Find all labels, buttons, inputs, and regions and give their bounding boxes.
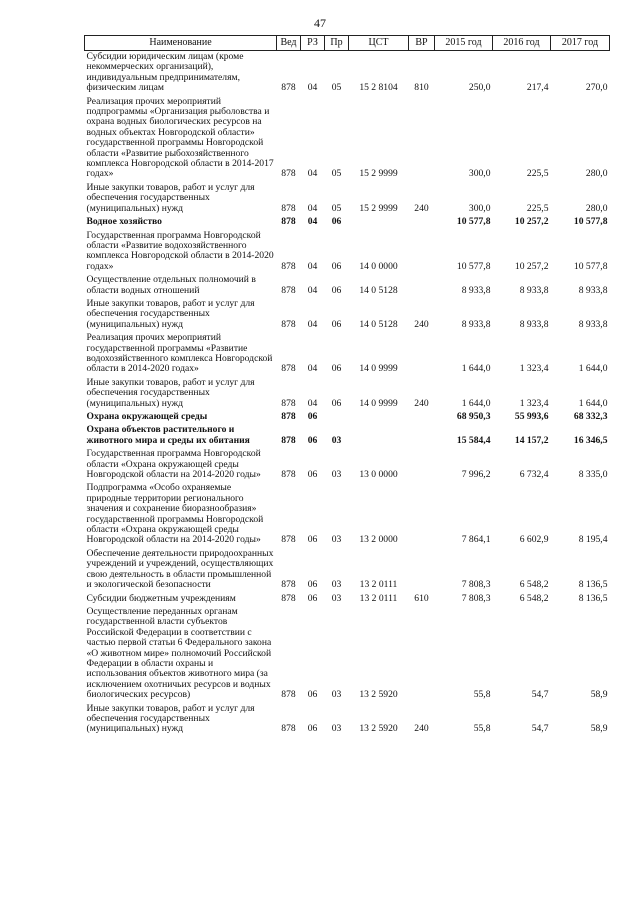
row-cst: 13 2 5920: [359, 689, 398, 701]
row-vr: 240: [414, 397, 429, 409]
row-2015: 8 933,8: [461, 284, 491, 296]
row-ved: 878: [281, 723, 296, 735]
row-cst: [349, 411, 409, 424]
row-2015: 7 996,2: [461, 469, 491, 481]
row-2016: 6 602,9: [519, 534, 549, 546]
row-name: Осуществление отдельных полномочий в области водных отношений: [86, 274, 256, 296]
table-row: [85, 593, 610, 606]
row-2016: 8 933,8: [519, 284, 549, 296]
row-2015: 250,0: [468, 82, 491, 94]
row-pr: 06: [331, 318, 342, 330]
row-rz: 06: [307, 434, 318, 446]
row-pr: 05: [331, 202, 342, 214]
row-name: Обеспечение деятельности природоохранных учреждений и учреждений, осуществляющих свою деятельность в области промышленной и экологической безопасности: [86, 547, 274, 591]
row-vr: [409, 482, 435, 547]
row-rz: 06: [307, 411, 318, 422]
row-name: Осуществление переданных органам государственной власти субъектов Российской Федерации в соответствии с частью первой статьи 6 Федерального закона «О животном мире» полномочий Российской Федерации в области охраны и использования объектов животного мира (за исключением охотничьих ресурсов и водных биологических ресурсов): [86, 605, 272, 701]
row-2017: 1 644,0: [578, 363, 608, 375]
row-2015: 7 864,1: [461, 534, 491, 546]
row-pr: 06: [331, 284, 342, 296]
row-ved: 878: [281, 469, 296, 481]
row-pr: 06: [331, 260, 342, 272]
row-cst: 13 2 0111: [359, 592, 398, 604]
row-pr: 06: [331, 363, 342, 375]
row-2017: 8 933,8: [578, 318, 608, 330]
row-ved: 878: [281, 434, 296, 446]
row-2015: 10 577,8: [456, 216, 491, 228]
row-cst: 15 2 9999: [359, 202, 398, 214]
row-cst: 13 2 0111: [359, 579, 398, 591]
row-vr: 240: [414, 723, 429, 735]
row-rz: 06: [307, 592, 318, 604]
header-cst: ЦСТ: [349, 36, 409, 51]
row-name: Охрана окружающей среды: [86, 411, 208, 422]
row-rz: 04: [307, 260, 318, 272]
row-rz: 06: [307, 579, 318, 591]
row-name: Подпрограмма «Особо охраняемые природные территории регионального значения и сохранение биоразнообразия» государственной программы Новгородской области «Охрана окружающей среды Новгородской области на 2014-2020 годы»: [86, 482, 264, 546]
row-ved: 878: [281, 363, 296, 375]
row-2017: 58,9: [590, 689, 608, 701]
row-2016: 10 257,2: [514, 260, 549, 272]
header-ved: Вед: [277, 36, 301, 51]
row-2016: 217,4: [526, 82, 549, 94]
row-rz: 04: [307, 202, 318, 214]
row-2016: 225,5: [526, 202, 549, 214]
row-2015: 1 644,0: [461, 397, 491, 409]
row-ved: 878: [281, 260, 296, 272]
row-ved: 878: [281, 397, 296, 409]
row-2016: 6 732,4: [519, 469, 549, 481]
row-2016: 6 548,2: [519, 592, 549, 604]
table-row: [85, 424, 610, 448]
row-rz: 04: [307, 168, 318, 180]
row-2017: 280,0: [585, 168, 608, 180]
row-cst: 15 2 8104: [359, 82, 398, 94]
row-vr: 240: [414, 318, 429, 330]
page-number: 47: [314, 16, 326, 30]
row-rz: 04: [307, 363, 318, 375]
table-row: [85, 548, 610, 593]
row-cst: 14 0 0000: [359, 260, 398, 272]
row-pr: 03: [331, 689, 342, 701]
row-pr: 03: [331, 592, 342, 604]
table-row: [85, 216, 610, 229]
row-2016: 8 933,8: [519, 318, 549, 330]
row-vr: 240: [414, 202, 429, 214]
row-pr: [325, 411, 349, 424]
row-2015: 1 644,0: [461, 363, 491, 375]
row-ved: 878: [281, 202, 296, 214]
row-cst: [349, 424, 409, 448]
row-rz: 06: [307, 723, 318, 735]
table-row: [85, 51, 610, 96]
row-2015: 300,0: [468, 202, 491, 214]
table-row: [85, 411, 610, 424]
table-row: [85, 448, 610, 482]
row-ved: 878: [281, 168, 296, 180]
row-2017: 16 346,5: [573, 434, 608, 446]
row-cst: 13 0 0000: [359, 469, 398, 481]
row-2017: 8 195,4: [578, 534, 608, 546]
row-name: Водное хозяйство: [86, 216, 162, 228]
row-2017: 8 136,5: [578, 579, 608, 591]
row-rz: 04: [307, 397, 318, 409]
row-rz: 06: [307, 689, 318, 701]
row-2017: 58,9: [590, 723, 608, 735]
row-name: Субсидии юридическим лицам (кроме некоммерческих организаций), индивидуальным предпринимателям, физическим лицам: [86, 51, 244, 94]
row-2017: 10 577,8: [573, 216, 608, 228]
row-vr: [409, 448, 435, 482]
row-2017: 280,0: [585, 202, 608, 214]
row-pr: 03: [331, 534, 342, 546]
row-name: Охрана объектов растительного и животного мира и среды их обитания: [86, 424, 250, 446]
row-name: Субсидии бюджетным учреждениям: [86, 592, 236, 604]
row-name: Реализация прочих мероприятий государственной программы «Развитие водохозяйственного комплекса Новгородской области в 2014-2020 годах»: [86, 332, 273, 375]
row-2016: 225,5: [526, 168, 549, 180]
row-cst: [349, 216, 409, 229]
row-2016: 54,7: [531, 689, 549, 701]
row-2016: 1 323,4: [519, 397, 549, 409]
row-name: Государственная программа Новгородской области «Охрана окружающей среды Новгородской области на 2014-2020 годы»: [86, 448, 261, 481]
row-cst: 15 2 9999: [359, 168, 398, 180]
table-row: [85, 482, 610, 547]
row-2015: 10 577,8: [456, 260, 491, 272]
row-pr: 06: [331, 216, 342, 228]
row-2017: 8 136,5: [578, 592, 608, 604]
row-cst: 14 0 9999: [359, 363, 398, 375]
row-vr: [409, 548, 435, 593]
row-2016: 54,7: [531, 723, 549, 735]
row-vr: [409, 216, 435, 229]
row-2015: 8 933,8: [461, 318, 491, 330]
table-row: [85, 606, 610, 703]
row-vr: [409, 274, 435, 298]
header-2017: 2017 год: [551, 36, 610, 51]
row-ved: 878: [281, 82, 296, 94]
row-pr: 06: [331, 397, 342, 409]
row-2015: 15 584,4: [456, 434, 491, 446]
table-row: [85, 274, 610, 298]
row-name: Иные закупки товаров, работ и услуг для обеспечения государственных (муниципальных) нужд: [86, 702, 255, 735]
table-row: [85, 298, 610, 332]
row-cst: 13 2 5920: [359, 723, 398, 735]
header-vr: ВР: [409, 36, 435, 51]
row-2015: 300,0: [468, 168, 491, 180]
row-pr: 03: [331, 723, 342, 735]
row-vr: [409, 332, 435, 377]
row-2017: 68 332,3: [573, 411, 608, 422]
row-ved: 878: [281, 411, 296, 422]
row-vr: [409, 606, 435, 703]
row-pr: 05: [331, 168, 342, 180]
row-2016: 6 548,2: [519, 579, 549, 591]
table-row: [85, 96, 610, 182]
table-row: [85, 377, 610, 411]
row-rz: 06: [307, 469, 318, 481]
row-cst: 14 0 9999: [359, 397, 398, 409]
row-2015: 55,8: [473, 723, 491, 735]
row-cst: 14 0 5128: [359, 284, 398, 296]
row-vr: 810: [414, 82, 429, 94]
row-vr: 610: [414, 592, 429, 604]
row-2016: 10 257,2: [514, 216, 549, 228]
row-ved: 878: [281, 284, 296, 296]
row-name: Государственная программа Новгородской области «Развитие водохозяйственного комплекса Новгородской области в 2014-2020 годах»: [86, 229, 274, 272]
header-2016: 2016 год: [493, 36, 551, 51]
header-rz: РЗ: [301, 36, 325, 51]
table-header-row: [85, 36, 610, 51]
row-2016: 14 157,2: [514, 434, 549, 446]
row-2017: 8 335,0: [578, 469, 608, 481]
row-name: Реализация прочих мероприятий подпрограммы «Организация рыболовства и охрана водных биологических ресурсов на водных объектах Новгородской области» государственной программы Новгородской области «Развитие рыбохозяйственного комплекса Новгородской области в 2014-2017 годах»: [86, 95, 274, 180]
row-pr: 05: [331, 82, 342, 94]
row-rz: 04: [307, 82, 318, 94]
row-2017: 10 577,8: [573, 260, 608, 272]
row-pr: 03: [331, 434, 342, 446]
table-row: [85, 332, 610, 377]
row-vr: [409, 424, 435, 448]
table-row: [85, 230, 610, 275]
row-cst: 13 2 0000: [359, 534, 398, 546]
header-2015: 2015 год: [435, 36, 493, 51]
row-rz: 04: [307, 216, 318, 228]
row-2015: 7 808,3: [461, 579, 491, 591]
row-2016: 55 993,6: [514, 411, 549, 422]
row-ved: 878: [281, 534, 296, 546]
row-cst: 14 0 5128: [359, 318, 398, 330]
row-rz: 04: [307, 318, 318, 330]
row-vr: [409, 411, 435, 424]
header-pr: Пр: [325, 36, 349, 51]
row-name: Иные закупки товаров, работ и услуг для обеспечения государственных (муниципальных) нужд: [86, 297, 255, 330]
row-ved: 878: [281, 579, 296, 591]
row-rz: 04: [307, 284, 318, 296]
row-rz: 06: [307, 534, 318, 546]
row-2016: 1 323,4: [519, 363, 549, 375]
row-name: Иные закупки товаров, работ и услуг для обеспечения государственных (муниципальных) нужд: [86, 181, 255, 214]
row-2015: 7 808,3: [461, 592, 491, 604]
table-row: [85, 182, 610, 216]
row-2017: 270,0: [585, 82, 608, 94]
header-name: Наименование: [85, 36, 277, 51]
row-vr: [409, 96, 435, 182]
row-2015: 55,8: [473, 689, 491, 701]
row-2015: 68 950,3: [456, 411, 491, 422]
row-ved: 878: [281, 318, 296, 330]
budget-table: [84, 35, 610, 737]
row-ved: 878: [281, 216, 296, 228]
row-vr: [409, 230, 435, 275]
table-row: [85, 703, 610, 737]
row-name: Иные закупки товаров, работ и услуг для обеспечения государственных (муниципальных) нужд: [86, 376, 255, 409]
row-pr: 03: [331, 469, 342, 481]
row-ved: 878: [281, 689, 296, 701]
row-pr: 03: [331, 579, 342, 591]
row-2017: 1 644,0: [578, 397, 608, 409]
row-ved: 878: [281, 592, 296, 604]
row-2017: 8 933,8: [578, 284, 608, 296]
